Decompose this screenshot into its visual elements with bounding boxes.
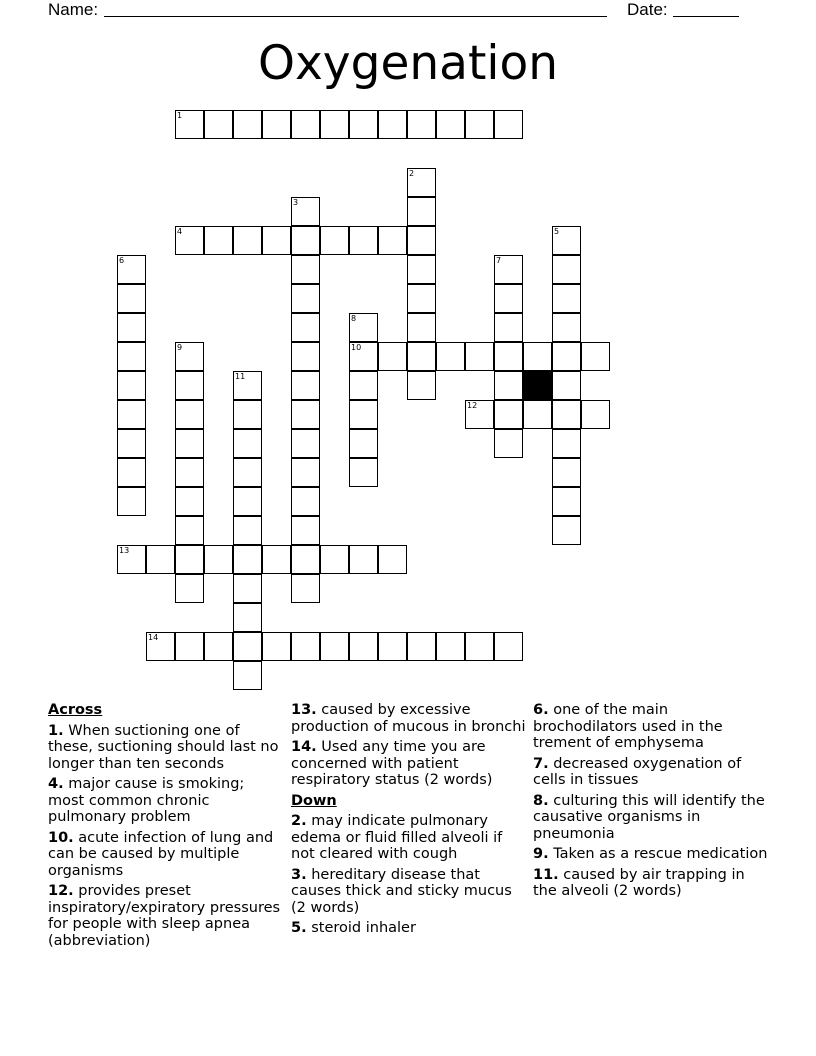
grid-cell[interactable] [349,226,378,255]
grid-cell[interactable] [407,110,436,139]
grid-cell[interactable] [175,342,204,371]
clue-number: 3 [293,198,299,207]
grid-cell[interactable] [291,632,320,661]
clue-number: 7 [496,256,502,265]
grid-cell[interactable] [117,458,146,487]
grid-cell[interactable] [291,545,320,574]
name-label: Name: [48,0,99,19]
grid-cell[interactable] [552,400,581,429]
clue-number: 2 [409,169,415,178]
grid-cell[interactable] [407,342,436,371]
clue-across-1: 1. When suctioning one of these, suctioning should last no longer than ten seconds [48,722,279,772]
grid-cell[interactable] [320,632,349,661]
grid-cell[interactable] [494,429,523,458]
grid-cell[interactable] [117,284,146,313]
grid-cell[interactable] [494,632,523,661]
grid-cell[interactable] [552,487,581,516]
grid-cell[interactable] [175,632,204,661]
clue-across-4: 4. major cause is smoking; most common chronic pulmonary problem [48,776,245,825]
clue-number: 4 [177,227,183,236]
grid-cell[interactable] [552,313,581,342]
clue-across-10: 10. acute infection of lung and can be caused by multiple organisms [48,829,274,879]
grid-cell[interactable] [291,226,320,255]
grid-cell[interactable] [175,110,204,139]
grid-cell[interactable] [349,545,378,574]
grid-cell[interactable] [552,516,581,545]
grid-cell[interactable] [552,458,581,487]
grid-cell[interactable] [204,545,233,574]
grid-cell[interactable] [175,371,204,400]
grid-cell[interactable] [117,342,146,371]
grid-cell[interactable] [581,342,610,371]
clue-number: 9 [177,343,183,352]
grid-cell[interactable] [407,197,436,226]
clue-number: 11 [235,372,246,381]
clue-across-13: 13. caused by excessive production of mucous in bronchi [291,702,526,735]
grid-cell[interactable] [291,429,320,458]
grid-cell[interactable] [291,313,320,342]
grid-cell[interactable] [552,342,581,371]
grid-cell[interactable] [494,371,523,400]
clue-number: 14 [148,633,159,642]
clue-down-2: 2. may indicate pulmonary edema or fluid filled alveoli if not cleared with cough [291,813,503,862]
grid-cell[interactable] [349,400,378,429]
grid-cell[interactable] [407,632,436,661]
grid-cell[interactable] [407,226,436,255]
date-label: Date: [627,0,668,19]
grid-cell[interactable] [262,110,291,139]
grid-cell[interactable] [291,284,320,313]
clue-down-5: 5. steroid inhaler [291,920,416,936]
clue-number: 1 [177,111,183,120]
clues-column-2 [291,702,527,941]
clue-down-3: 3. hereditary disease that causes thick and sticky mucus (2 words) [291,866,512,916]
grid-cell[interactable] [204,632,233,661]
grid-cell[interactable] [349,429,378,458]
clue-across-14: 14. Used any time you are concerned with patient respiratory status (2 words) [291,739,493,788]
grid-cell[interactable] [233,603,262,632]
clue-number: 6 [119,256,125,265]
grid-cell[interactable] [494,342,523,371]
grid-cell[interactable] [523,342,552,371]
grid-cell[interactable] [349,458,378,487]
clue-down-8: 8. culturing this will identify the causative organisms in pneumonia [533,792,765,842]
grid-cell[interactable] [552,371,581,400]
grid-cell[interactable] [233,110,262,139]
grid-cell[interactable] [436,110,465,139]
grid-cell[interactable] [233,632,262,661]
grid-cell[interactable] [175,400,204,429]
grid-cell[interactable] [407,313,436,342]
grid-cell[interactable] [117,255,146,284]
clue-number: 10 [351,343,362,352]
grid-cell[interactable] [581,400,610,429]
grid-cell[interactable] [494,313,523,342]
clue-number: 5 [554,227,560,236]
grid-cell[interactable] [233,545,262,574]
grid-cell[interactable] [436,342,465,371]
grid-cell[interactable] [465,110,494,139]
grid-cell[interactable] [349,371,378,400]
grid-cell[interactable] [378,632,407,661]
grid-cell[interactable] [175,545,204,574]
across-heading: Across [48,702,103,718]
clue-across-12: 12. provides preset inspiratory/expiratory pressures for people with sleep apnea (abbreviation) [48,883,281,949]
grid-cell[interactable] [378,110,407,139]
grid-cell[interactable] [291,342,320,371]
clues-column-1 [48,702,284,953]
grid-cell[interactable] [465,632,494,661]
grid-cell[interactable] [117,545,146,574]
clues-column-3 [533,702,769,904]
grid-cell[interactable] [233,661,262,690]
grid-cell[interactable] [407,255,436,284]
clue-number: 8 [351,314,357,323]
grid-cell[interactable] [552,226,581,255]
grid-cell[interactable] [233,371,262,400]
grid-cell[interactable] [320,226,349,255]
grid-cell[interactable] [262,632,291,661]
clue-down-11: 11. caused by air trapping in the alveoli (2 words) [533,866,745,899]
grid-cell[interactable] [494,400,523,429]
grid-cell[interactable] [117,429,146,458]
grid-cell[interactable] [262,226,291,255]
clue-down-6: 6. one of the main brochodilators used in the trement of emphysema [533,702,723,751]
grid-cell[interactable] [349,110,378,139]
grid-cell[interactable] [146,545,175,574]
grid-cell[interactable] [291,574,320,603]
grid-cell[interactable] [291,197,320,226]
puzzle-title: Oxygenation [258,36,558,91]
grid-cell[interactable] [204,110,233,139]
grid-cell[interactable] [407,284,436,313]
grid-cell[interactable] [291,110,320,139]
grid-cell[interactable] [320,545,349,574]
grid-cell[interactable] [175,226,204,255]
black-square [523,371,552,400]
clue-down-7: 7. decreased oxygenation of cells in tissues [533,755,742,788]
grid-cell[interactable] [552,429,581,458]
grid-cell[interactable] [494,255,523,284]
grid-cell[interactable] [175,516,204,545]
grid-cell[interactable] [175,458,204,487]
grid-cell[interactable] [117,400,146,429]
grid-cell[interactable] [175,487,204,516]
grid-cell[interactable] [349,313,378,342]
grid-cell[interactable] [378,545,407,574]
grid-cell[interactable] [233,487,262,516]
grid-cell[interactable] [552,255,581,284]
grid-cell[interactable] [349,342,378,371]
grid-cell[interactable] [233,226,262,255]
grid-cell[interactable] [523,400,552,429]
grid-cell[interactable] [233,516,262,545]
grid-cell[interactable] [465,400,494,429]
grid-cell[interactable] [407,371,436,400]
grid-cell[interactable] [291,458,320,487]
grid-cell[interactable] [494,110,523,139]
grid-cell[interactable] [552,284,581,313]
grid-cell[interactable] [465,342,494,371]
grid-cell[interactable] [291,400,320,429]
grid-cell[interactable] [320,110,349,139]
clue-down-9: 9. Taken as a rescue medication [533,846,768,862]
grid-cell[interactable] [233,429,262,458]
grid-cell[interactable] [291,371,320,400]
down-heading: Down [291,792,337,809]
grid-cell[interactable] [117,371,146,400]
grid-cell[interactable] [378,342,407,371]
grid-cell[interactable] [291,255,320,284]
grid-cell[interactable] [146,632,175,661]
grid-cell[interactable] [204,226,233,255]
grid-cell[interactable] [175,574,204,603]
clue-number: 13 [119,546,130,555]
grid-cell[interactable] [175,429,204,458]
grid-cell[interactable] [291,516,320,545]
grid-cell[interactable] [494,284,523,313]
grid-cell[interactable] [233,458,262,487]
grid-cell[interactable] [349,632,378,661]
grid-cell[interactable] [378,226,407,255]
grid-cell[interactable] [233,400,262,429]
grid-cell[interactable] [117,313,146,342]
grid-cell[interactable] [407,168,436,197]
clue-number: 12 [467,401,478,410]
grid-cell[interactable] [291,487,320,516]
grid-cell[interactable] [233,574,262,603]
grid-cell[interactable] [117,487,146,516]
grid-cell[interactable] [262,545,291,574]
grid-cell[interactable] [436,632,465,661]
